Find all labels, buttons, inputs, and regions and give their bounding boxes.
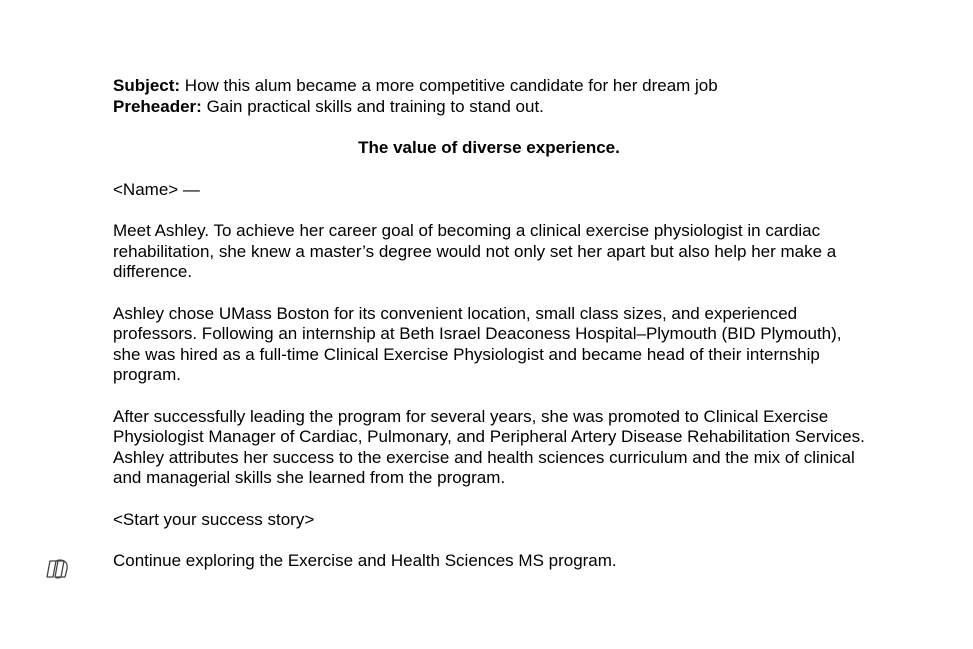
preheader-line: [113, 97, 865, 118]
cta-placeholder: <Start your success story>: [113, 509, 315, 529]
closing-line: Continue exploring the Exercise and Health Sciences MS program.: [113, 551, 617, 570]
subject-label: Subject:: [113, 76, 181, 95]
body-paragraph: Meet Ashley. To achieve her career goal of becoming a clinical exercise physiologist in cardiac rehabilitation, she knew a master’s degree would not only set her apart but also help her make a difference.: [113, 221, 837, 281]
copilot-icon-graphic: [44, 557, 70, 581]
email-document: [113, 76, 865, 572]
preheader-text: Gain practical skills and training to stand out.: [206, 96, 544, 116]
body-paragraph: After successfully leading the program for several years, she was promoted to Clinical Exercise Physiologist Manager of Cardiac, Pulmonary, and Peripheral Artery Disease Rehabilitation Services. Ashley attributes her success to the exercise and health sciences curriculum and the mix of clinical and managerial skills she learned from the program.: [113, 406, 865, 487]
preheader-label: Preheader:: [113, 96, 202, 116]
copilot-icon[interactable]: [44, 557, 70, 581]
greeting: <Name> —: [113, 179, 200, 199]
body-paragraph: Ashley chose UMass Boston for its convenient location, small class sizes, and experienced professors. Following an internship at Beth Israel Deaconess Hospital–Plymouth (BID Plymouth), she was hired as a full-time Clinical Exercise Physiologist and became head of their internship program.: [113, 303, 842, 384]
subject-line: [113, 76, 865, 97]
email-heading: The value of diverse experience.: [358, 138, 620, 157]
subject-text: How this alum became a more competitive candidate for her dream job: [184, 76, 718, 95]
